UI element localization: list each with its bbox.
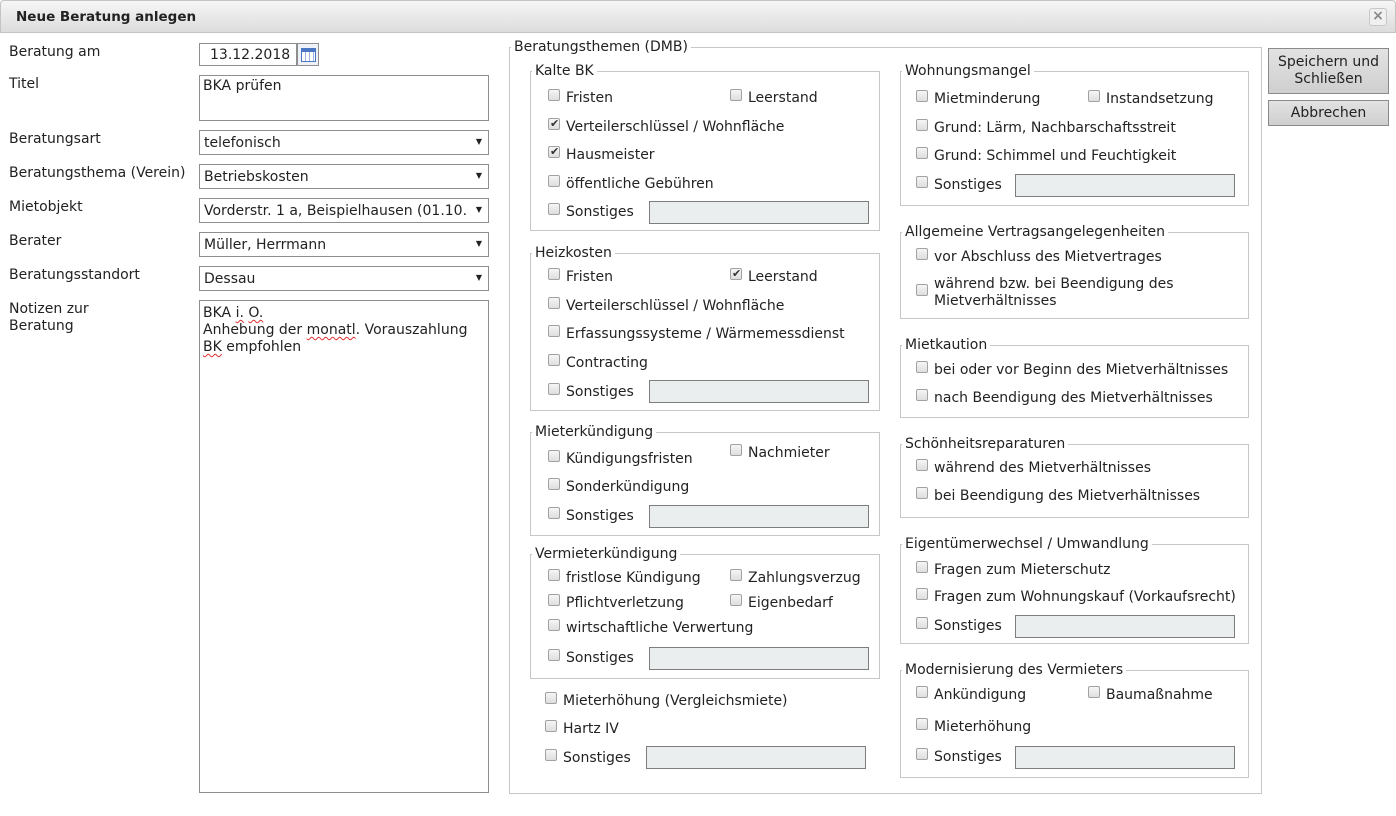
cb-vertrag-vor[interactable] bbox=[916, 249, 1162, 265]
notes-text: monatl bbox=[306, 322, 356, 338]
checkbox[interactable] bbox=[545, 749, 557, 761]
notizen-label bbox=[9, 301, 89, 335]
checkbox[interactable] bbox=[916, 561, 928, 573]
cb-mieterk-sonstiges[interactable] bbox=[548, 508, 634, 524]
wohnungsmangel-legend: Wohnungsmangel bbox=[905, 63, 1031, 79]
cb-vermieterk-sonstiges[interactable] bbox=[548, 650, 634, 666]
cb-vermieterk-zahlung[interactable] bbox=[730, 570, 861, 586]
cb-label: Hausmeister bbox=[566, 147, 655, 163]
cb-label: öffentliche Gebühren bbox=[566, 176, 714, 192]
dropdown-arrow-icon: ▼ bbox=[475, 171, 482, 180]
cb-label: bei Beendigung des Mietverhältnisses bbox=[934, 488, 1201, 504]
cb-modern-sonstiges[interactable] bbox=[916, 749, 1002, 765]
notes-line bbox=[203, 339, 485, 356]
cb-label: Zahlungsverzug bbox=[748, 570, 861, 586]
thema-value: Betriebskosten bbox=[204, 169, 309, 185]
save-close-button[interactable] bbox=[1268, 48, 1389, 94]
cb-vertrag-waehrend[interactable] bbox=[916, 276, 1174, 310]
standort-label: Beratungsstandort bbox=[9, 267, 140, 283]
checkbox[interactable] bbox=[548, 297, 560, 309]
cb-label: Sonstiges bbox=[566, 204, 634, 220]
cb-label: wirtschaftliche Verwertung bbox=[566, 620, 754, 636]
cb-eigentuemer-mieterschutz[interactable] bbox=[916, 562, 1111, 578]
date-input[interactable]: 13.12.2018 bbox=[199, 43, 297, 66]
title-value: BKA prüfen bbox=[203, 78, 282, 94]
checkbox[interactable] bbox=[916, 487, 928, 499]
cb-label: bei oder vor Beginn des Mietverhältnisses bbox=[934, 362, 1229, 378]
kalte-sonstiges-input[interactable] bbox=[649, 201, 869, 224]
checkbox[interactable] bbox=[548, 450, 560, 462]
notes-text: O. bbox=[248, 305, 264, 321]
checkbox[interactable] bbox=[548, 354, 560, 366]
cb-label: Nachmieter bbox=[748, 445, 830, 461]
checkbox[interactable] bbox=[916, 459, 928, 471]
cb-label: Instandsetzung bbox=[1106, 91, 1214, 107]
cb-kalte-verteiler[interactable] bbox=[548, 119, 784, 135]
cb-label: Pflichtverletzung bbox=[566, 595, 684, 611]
checkbox[interactable] bbox=[730, 444, 742, 456]
cb-label-line2: Mietverhältnisses bbox=[934, 293, 1057, 309]
loose-sonstiges-input[interactable] bbox=[646, 746, 866, 769]
checkbox[interactable] bbox=[1088, 686, 1100, 698]
checkbox[interactable] bbox=[916, 361, 928, 373]
cb-label: Sonstiges bbox=[934, 177, 1002, 193]
cb-mieterhoehung[interactable] bbox=[545, 693, 788, 709]
cb-mieterk-nachmieter[interactable] bbox=[730, 445, 830, 461]
checkbox[interactable] bbox=[548, 594, 560, 606]
berater-select[interactable] bbox=[199, 232, 489, 257]
cb-heiz-erfassung[interactable] bbox=[548, 326, 845, 342]
cb-label: Ankündigung bbox=[934, 687, 1027, 703]
checkbox[interactable] bbox=[548, 268, 560, 280]
cancel-button[interactable]: Abbrechen bbox=[1268, 100, 1389, 126]
notes-text: Anhebung der bbox=[203, 322, 307, 338]
notizen-label-line2: Beratung bbox=[9, 318, 74, 334]
cb-hartz[interactable] bbox=[545, 721, 619, 737]
cb-label: Kündigungsfristen bbox=[566, 451, 693, 467]
notes-textarea[interactable] bbox=[199, 300, 489, 793]
kalte-bk-legend: Kalte BK bbox=[535, 63, 594, 79]
notes-text: empfohlen bbox=[221, 339, 302, 355]
heiz-sonstiges-input[interactable] bbox=[649, 380, 869, 403]
cb-label: Leerstand bbox=[748, 269, 818, 285]
checkbox[interactable] bbox=[730, 89, 742, 101]
notes-text: BK bbox=[203, 339, 222, 355]
cb-label: Leerstand bbox=[748, 90, 818, 106]
cb-heiz-fristen[interactable] bbox=[548, 269, 613, 285]
cb-label: Baumaßnahme bbox=[1106, 687, 1213, 703]
eigentuemer-legend: Eigentümerwechsel / Umwandlung bbox=[905, 536, 1149, 552]
cb-label-line1: während bzw. bei Beendigung des bbox=[934, 276, 1174, 292]
cb-modern-bau[interactable] bbox=[1088, 687, 1213, 703]
vertrag-legend: Allgemeine Vertragsangelegenheiten bbox=[905, 224, 1165, 240]
cb-eigentuemer-kauf[interactable] bbox=[916, 589, 1236, 605]
cb-mangel-sonstiges[interactable] bbox=[916, 177, 1002, 193]
cb-heiz-sonstiges[interactable] bbox=[548, 384, 634, 400]
checkbox[interactable] bbox=[916, 389, 928, 401]
notes-line bbox=[203, 305, 485, 322]
cb-label: Sonstiges bbox=[934, 749, 1002, 765]
mietobjekt-label: Mietobjekt bbox=[9, 199, 83, 215]
mieterkuendigung-legend: Mieterkündigung bbox=[535, 424, 654, 440]
dialog-title: Neue Beratung anlegen bbox=[16, 9, 197, 25]
checkbox[interactable] bbox=[545, 720, 557, 732]
cb-label: Grund: Schimmel und Feuchtigkeit bbox=[934, 148, 1177, 164]
cb-modern-ankuendigung[interactable] bbox=[916, 687, 1026, 703]
cb-schoenheit-waehrend[interactable] bbox=[916, 460, 1151, 476]
calendar-icon bbox=[301, 48, 316, 62]
cb-label: Hartz IV bbox=[563, 721, 619, 737]
standort-select[interactable] bbox=[199, 266, 489, 291]
save-label-line2: Schließen bbox=[1294, 71, 1363, 87]
notizen-label-line1: Notizen zur bbox=[9, 301, 89, 317]
cb-loose-sonstiges[interactable] bbox=[545, 750, 631, 766]
checkbox[interactable] bbox=[548, 478, 560, 490]
cb-label: Sonstiges bbox=[566, 384, 634, 400]
cb-label: Fragen zum Mieterschutz bbox=[934, 562, 1111, 578]
cb-vermieterk-verwertung[interactable] bbox=[548, 620, 753, 636]
mieterk-sonstiges-input[interactable] bbox=[649, 505, 869, 528]
art-select[interactable] bbox=[199, 130, 489, 155]
mietobjekt-value: Vorderstr. 1 a, Beispielhausen (01.10. bbox=[204, 203, 468, 219]
cb-kalte-gebuehren[interactable] bbox=[548, 176, 714, 192]
modernisierung-legend: Modernisierung des Vermieters bbox=[905, 662, 1124, 678]
checkbox[interactable] bbox=[916, 119, 928, 131]
cb-label: während des Mietverhältnisses bbox=[934, 460, 1151, 476]
cb-kaution-beginn[interactable] bbox=[916, 362, 1228, 378]
cb-label: Sonstiges bbox=[566, 650, 634, 666]
cb-mangel-schimmel[interactable] bbox=[916, 148, 1176, 164]
cb-vermieterk-pflicht[interactable] bbox=[548, 595, 684, 611]
dialog-titlebar bbox=[0, 0, 1396, 33]
standort-value: Dessau bbox=[204, 271, 256, 287]
checkbox[interactable] bbox=[548, 89, 560, 101]
checkbox[interactable] bbox=[545, 692, 557, 704]
checkbox[interactable] bbox=[548, 118, 560, 130]
cb-label: Fristen bbox=[566, 269, 613, 285]
cb-label: Mieterhöhung (Vergleichsmiete) bbox=[563, 693, 788, 709]
cb-heiz-contracting[interactable] bbox=[548, 355, 648, 371]
cb-label: Erfassungssysteme / Wärmemessdienst bbox=[566, 326, 845, 342]
vermieterk-sonstiges-input[interactable] bbox=[649, 647, 869, 670]
notes-text: BKA bbox=[203, 305, 236, 321]
cb-eigentuemer-sonstiges[interactable] bbox=[916, 618, 1002, 634]
cb-label: Fragen zum Wohnungskauf (Vorkaufsrecht) bbox=[934, 589, 1236, 605]
vermieterkuendigung-legend: Vermieterkündigung bbox=[535, 546, 678, 562]
cb-kalte-sonstiges[interactable] bbox=[548, 204, 634, 220]
themen-legend: Beratungsthemen (DMB) bbox=[514, 39, 688, 55]
cb-kalte-fristen[interactable] bbox=[548, 90, 613, 106]
cb-label: Sonstiges bbox=[563, 750, 631, 766]
dropdown-arrow-icon: ▼ bbox=[475, 137, 482, 146]
date-label: Beratung am bbox=[9, 44, 101, 60]
schoenheit-legend: Schönheitsreparaturen bbox=[905, 436, 1066, 452]
cb-label: Fristen bbox=[566, 90, 613, 106]
cb-label: Mietminderung bbox=[934, 91, 1041, 107]
cb-label: fristlose Kündigung bbox=[566, 570, 701, 586]
cb-label: Eigenbedarf bbox=[748, 595, 833, 611]
berater-value: Müller, Herrmann bbox=[204, 237, 327, 253]
modern-sonstiges-input[interactable] bbox=[1015, 746, 1235, 769]
checkbox[interactable] bbox=[730, 268, 742, 280]
cb-mangel-instand[interactable] bbox=[1088, 91, 1214, 107]
close-icon[interactable]: × bbox=[1369, 8, 1387, 26]
checkbox[interactable] bbox=[916, 748, 928, 760]
dropdown-arrow-icon: ▼ bbox=[473, 205, 482, 214]
notes-text: i. bbox=[235, 305, 244, 321]
berater-label: Berater bbox=[9, 233, 62, 249]
cb-kalte-leerstand[interactable] bbox=[730, 90, 818, 106]
cb-mangel-minderung[interactable] bbox=[916, 91, 1040, 107]
save-label-line1: Speichern und bbox=[1278, 54, 1379, 70]
cb-label: Verteilerschlüssel / Wohnfläche bbox=[566, 298, 785, 314]
checkbox[interactable] bbox=[548, 383, 560, 395]
mietobjekt-select[interactable] bbox=[199, 198, 489, 223]
cb-label bbox=[934, 276, 1174, 310]
checkbox[interactable] bbox=[916, 588, 928, 600]
checkbox[interactable] bbox=[548, 146, 560, 158]
cb-mieterk-sonder[interactable] bbox=[548, 479, 689, 495]
notes-text: . Vorauszahlung bbox=[355, 322, 468, 338]
checkbox[interactable] bbox=[916, 176, 928, 188]
title-input[interactable] bbox=[199, 75, 489, 121]
checkbox[interactable] bbox=[916, 147, 928, 159]
dropdown-arrow-icon: ▼ bbox=[475, 273, 482, 282]
group-schoenheit bbox=[900, 436, 1249, 518]
cb-schoenheit-beendigung[interactable] bbox=[916, 488, 1200, 504]
cb-label: Sonstiges bbox=[934, 618, 1002, 634]
checkbox[interactable] bbox=[916, 248, 928, 260]
cb-label: Sonderkündigung bbox=[566, 479, 690, 495]
heizkosten-legend: Heizkosten bbox=[535, 245, 612, 261]
checkbox[interactable] bbox=[548, 203, 560, 215]
cb-label: Contracting bbox=[566, 355, 648, 371]
cb-label: Sonstiges bbox=[566, 508, 634, 524]
checkbox[interactable] bbox=[916, 617, 928, 629]
title-label: Titel bbox=[9, 76, 40, 92]
checkbox[interactable] bbox=[548, 175, 560, 187]
mangel-sonstiges-input[interactable] bbox=[1015, 174, 1235, 197]
cb-kalte-hausmeister[interactable] bbox=[548, 147, 655, 163]
cb-label: vor Abschluss des Mietvertrages bbox=[934, 249, 1162, 265]
checkbox[interactable] bbox=[548, 507, 560, 519]
cb-vermieterk-eigen[interactable] bbox=[730, 595, 833, 611]
cb-modern-erhoehung[interactable] bbox=[916, 719, 1031, 735]
eigentuemer-sonstiges-input[interactable] bbox=[1015, 615, 1235, 638]
cb-vermieterk-fristlos[interactable] bbox=[548, 570, 701, 586]
checkbox[interactable] bbox=[548, 325, 560, 337]
checkbox[interactable] bbox=[1088, 90, 1100, 102]
cb-kaution-nach[interactable] bbox=[916, 390, 1213, 406]
checkbox[interactable] bbox=[548, 569, 560, 581]
calendar-button[interactable] bbox=[297, 43, 319, 66]
notes-line bbox=[203, 322, 485, 339]
art-value: telefonisch bbox=[204, 135, 281, 151]
cb-mieterk-fristen[interactable] bbox=[548, 451, 693, 467]
mietkaution-legend: Mietkaution bbox=[905, 337, 988, 353]
cb-label: Mieterhöhung bbox=[934, 719, 1032, 735]
cb-label: Verteilerschlüssel / Wohnfläche bbox=[566, 119, 785, 135]
cb-label: Grund: Lärm, Nachbarschaftsstreit bbox=[934, 120, 1176, 136]
thema-label: Beratungsthema (Verein) bbox=[9, 165, 186, 181]
checkbox[interactable] bbox=[548, 619, 560, 631]
checkbox[interactable] bbox=[730, 594, 742, 606]
checkbox[interactable] bbox=[548, 649, 560, 661]
checkbox[interactable] bbox=[916, 686, 928, 698]
checkbox[interactable] bbox=[730, 569, 742, 581]
thema-select[interactable] bbox=[199, 164, 489, 189]
checkbox[interactable] bbox=[916, 284, 928, 296]
checkbox[interactable] bbox=[916, 90, 928, 102]
dropdown-arrow-icon: ▼ bbox=[475, 239, 482, 248]
cb-heiz-leerstand[interactable] bbox=[730, 269, 818, 285]
cb-label: nach Beendigung des Mietverhältnisses bbox=[934, 390, 1213, 406]
checkbox[interactable] bbox=[916, 718, 928, 730]
art-label: Beratungsart bbox=[9, 131, 101, 147]
cb-heiz-verteiler[interactable] bbox=[548, 298, 784, 314]
cb-mangel-laerm[interactable] bbox=[916, 120, 1176, 136]
